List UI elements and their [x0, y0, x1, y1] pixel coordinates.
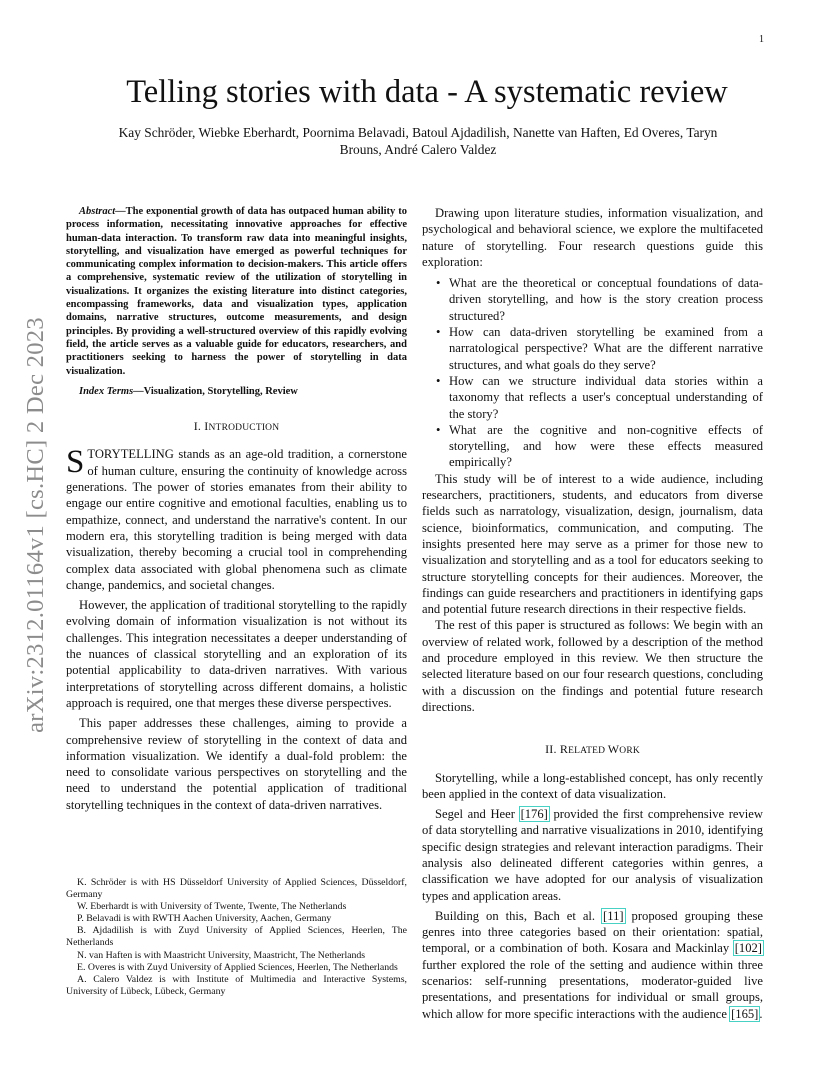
- citation-link[interactable]: [165]: [731, 1006, 759, 1021]
- abstract-label: Abstract: [79, 206, 116, 217]
- intro-paragraph-3: This paper addresses these challenges, aiming to provide a comprehensive review of storytelling in the context of data and information visualization. We identify a dual-fold problem: the need to consolidate various perspectives on storytelling and the need to understand the potential application of traditional storytelling techniques in the context of data-driven narratives.: [66, 716, 407, 812]
- author-line-1: Kay Schröder, Wiebke Eberhardt, Poornima Belavadi, Batoul Ajdadilish, Nanette van Haften, Ed Overes, Taryn: [118, 125, 718, 140]
- citation-link[interactable]: [176]: [520, 807, 548, 822]
- right-column: [422, 205, 763, 1022]
- footnote: W. Eberhardt is with University of Twente, Twente, The Netherlands: [77, 901, 347, 913]
- list-item: • How can we structure individual data stories within a taxonomy that reflects a user's conceptual understanding of the story?: [422, 373, 763, 422]
- intro-paragraph-1: STORYTELLING stands as an age-old tradition, a cornerstone of human culture, ensuring the continuity of knowledge across generations. The power of stories emanates from their ability to engage our entire cognitive and emotional faculties, enabling us to empathize, connect, and understand the narrative's content. In our modern era, this storytelling tradition is being merged with data visualization, thereby becoming a crucial tool in comprehending complex data associated with global phenomena such as climate change, pandemics, and societal changes.: [66, 444, 407, 592]
- list-item: • What are the cognitive and non-cognitive effects of storytelling, and how were these effects measured empirically?: [422, 422, 763, 471]
- footnote: A. Calero Valdez is with Institute of Multimedia and Interactive Systems, University of Lübeck, Lübeck, Germany: [66, 973, 407, 997]
- author-list: [68, 124, 768, 158]
- footnote: K. Schröder is with HS Düsseldorf University of Applied Sciences, Düsseldorf, Germany: [66, 877, 407, 901]
- page-number: 1: [759, 34, 764, 45]
- index-terms-label: Index Terms: [79, 385, 134, 397]
- arxiv-identifier-text: arXiv:2312.01164v1 [cs.HC] 2 Dec 2023: [22, 317, 49, 733]
- author-line-2: Brouns, André Calero Valdez: [339, 142, 497, 157]
- footnote: E. Overes is with Zuyd University of Applied Sciences, Heerlen, The Netherlands: [77, 961, 398, 973]
- drop-cap: S: [66, 444, 85, 481]
- abstract: [66, 205, 407, 378]
- intro-paragraph-2: However, the application of traditional storytelling to the rapidly evolving domain of information visualization is not without its challenges. This integration necessitates a deeper understanding of the nuances of classical storytelling and an exploration of its potential applicability to data-driven narratives. With various interpretations of storytelling across different domains, a holistic approach is required, one that merges these diverse perspectives.: [66, 598, 407, 710]
- footnote: N. van Haften is with Maastricht University, Maastricht, The Netherlands: [77, 949, 366, 961]
- research-questions-list: [422, 275, 763, 471]
- research-questions-intro: Drawing upon literature studies, information visualization, and psychological and behavioral science, we explore the multifaceted nature of storytelling. Four research questions guide this exploration:: [422, 206, 763, 269]
- footnote: B. Ajdadilish is with Zuyd University of Applied Sciences, Heerlen, The Netherlands: [66, 925, 407, 949]
- footnote: P. Belavadi is with RWTH Aachen University, Aachen, Germany: [77, 913, 332, 925]
- structure-paragraph: The rest of this paper is structured as follows: We begin with an overview of related work, followed by a description of the method and procedure employed in this review. We then structure the selected literature based on our four research questions, concluding with a discussion on the findings and potential future research directions.: [422, 618, 763, 714]
- abstract-text: —The exponential growth of data has outpaced human ability to process information, necessitating innovative approaches for effective human-data interaction. To transform raw data into meaningful insights, storytelling, and visualization have emerged as powerful techniques for communicating complex information to decision-makers. This article offers a comprehensive, systematic review of the utilization of storytelling in visualizations. It organizes the existing literature into distinct categories, encompassing frameworks, data and visualization types, application domains, narrative structures, outcome measurements, and design principles. By providing a well-structured overview of this rapidly evolving field, the article serves as a valuable guide for educators, researchers, and practitioners seeking to harness the power of storytelling in data visualization.: [66, 206, 407, 377]
- citation-link[interactable]: [11]: [603, 908, 624, 923]
- related-paragraph-2: Segel and Heer [176] provided the first comprehensive review of data storytelling and narrative visualizations in 2010, identifying specific design strategies and relevant interaction paradigms. Their analysis also delineated different categories within genres, a classification we have adopted for our analysis of visualization types and application areas.: [422, 807, 763, 903]
- paper-title: Telling stories with data - A systematic review: [126, 74, 728, 110]
- left-column: [66, 205, 407, 813]
- section-heading-related-work: II. RELATED WORK: [545, 742, 640, 757]
- audience-paragraph: This study will be of interest to a wide audience, including researchers, practitioners, students, and educators from diverse fields such as narratology, visualization, design, journalism, data science, bioinformatics, communication, and computing. The insights presented here may serve as a primer for those new to visualization and storytelling and as a tool for educators seeking to structure storytelling concepts for their audiences. Moreover, the findings can guide researchers and practitioners in identifying gaps and potential future research directions in their respective fields.: [422, 471, 763, 617]
- citation-link[interactable]: [102]: [734, 941, 762, 956]
- arxiv-identifier-stamp[interactable]: [16, 290, 56, 760]
- affiliation-footnotes: [66, 877, 407, 998]
- section-heading-introduction: I. INTRODUCTION: [193, 419, 280, 434]
- list-item: • How can data-driven storytelling be examined from a narratological perspective? What are the different narrative structures, and what goals do they serve?: [422, 324, 763, 373]
- related-paragraph-3: Building on this, Bach et al. [11] proposed grouping these genres into three categories based on their orientation: spatial, temporal, or a combination of both. Kosara and Mackinlay [102] further explored the role of the setting and audience within three scenarios: self-running presentations, moderator-guided live presentations, and presentations for individual or small groups, which allow for more specific interactions with the audience [165].: [422, 908, 763, 1021]
- index-terms: [66, 385, 407, 398]
- index-terms-text: —Visualization, Storytelling, Review: [133, 385, 298, 397]
- related-paragraph-1: Storytelling, while a long-established concept, has only recently been applied in the context of data visualization.: [422, 770, 763, 801]
- list-item: • What are the theoretical or conceptual foundations of data-driven storytelling, and how is the story creation process structured?: [422, 275, 763, 324]
